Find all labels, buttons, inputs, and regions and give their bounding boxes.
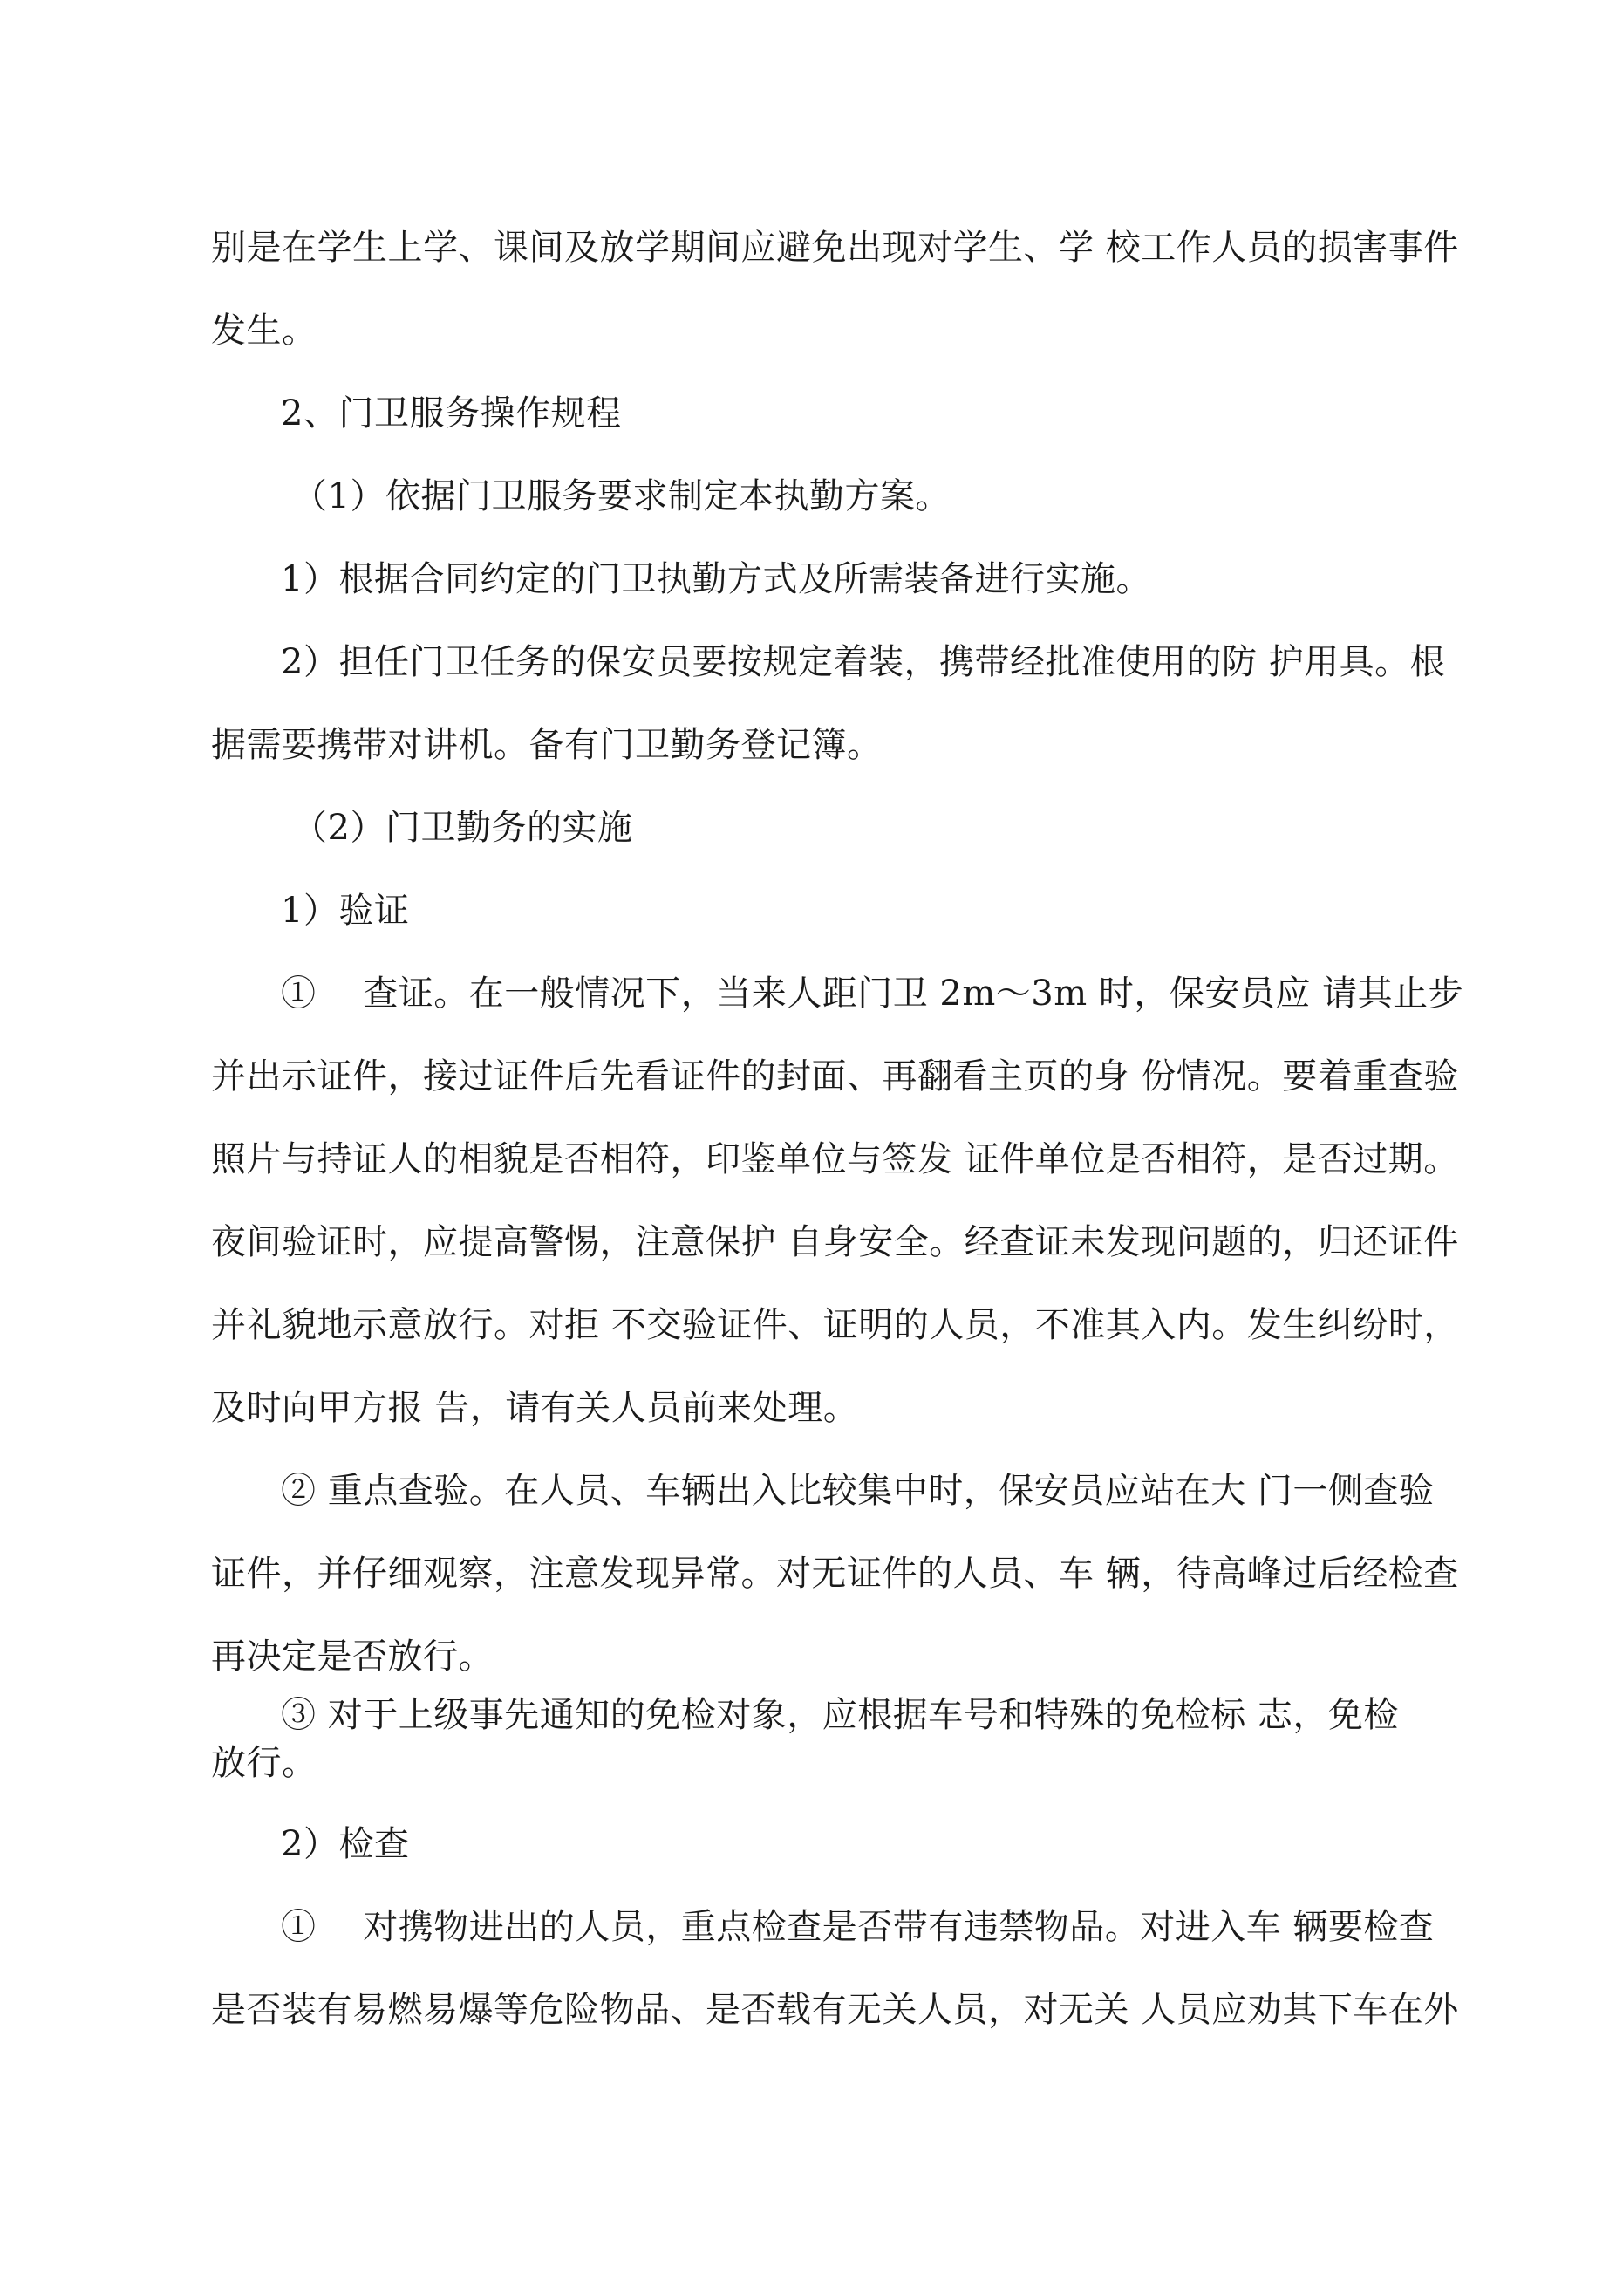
paragraph-line: ① 对携物进出的人员，重点检查是否带有违禁物品。对进入车 辆要检查 bbox=[281, 1907, 1435, 1947]
paragraph-line: ③ 对于上级事先通知的免检对象，应根据车号和特殊的免检标 志，免检 bbox=[281, 1695, 1399, 1735]
paragraph-line: 并礼貌地示意放行。对拒 不交验证件、证明的人员，不准其入内。发生纠纷时， bbox=[211, 1305, 1459, 1345]
paragraph-line: 是否装有易燃易爆等危险物品、是否载有无关人员，对无关 人员应劝其下车在外 bbox=[211, 1990, 1459, 2030]
paragraph-line: 照片与持证人的相貌是否相符，印鉴单位与签发 证件单位是否相符，是否过期。 bbox=[211, 1139, 1459, 1179]
subsection-heading: （2）门卫勤务的实施 bbox=[292, 808, 633, 848]
paragraph-line: 放行。 bbox=[211, 1743, 317, 1783]
paragraph-line: 据需要携带对讲机。备有门卫勤务登记簿。 bbox=[211, 725, 883, 765]
item-heading: 1）验证 bbox=[281, 891, 410, 931]
item-heading: 2）检查 bbox=[281, 1824, 410, 1864]
paragraph-line: ① 查证。在一般情况下，当来人距门卫 2m〜3m 时，保安员应 请其止步 bbox=[281, 974, 1464, 1014]
section-heading: 2、门卫服务操作规程 bbox=[281, 393, 622, 434]
paragraph-line: 证件，并仔细观察，注意发现异常。对无证件的人员、车 辆，待高峰过后经检查 bbox=[211, 1554, 1459, 1594]
paragraph-line: 别是在学生上学、课间及放学期间应避免出现对学生、学 校工作人员的损害事件 bbox=[211, 228, 1459, 268]
paragraph-line: ② 重点查验。在人员、车辆出入比较集中时，保安员应站在大 门一侧查验 bbox=[281, 1471, 1435, 1511]
subsection-heading: （1）依据门卫服务要求制定本执勤方案。 bbox=[292, 476, 951, 516]
paragraph-line: 再决定是否放行。 bbox=[211, 1637, 494, 1677]
paragraph-line: 及时向甲方报 告，请有关人员前来处理。 bbox=[211, 1388, 859, 1428]
paragraph-line: 并出示证件，接过证件后先看证件的封面、再翻看主页的身 份情况。要着重查验 bbox=[211, 1056, 1459, 1097]
paragraph-line: 2）担任门卫任务的保安员要按规定着装，携带经批准使用的防 护用具。根 bbox=[281, 642, 1446, 682]
paragraph-line: 1）根据合同约定的门卫执勤方式及所需装备进行实施。 bbox=[281, 559, 1151, 599]
paragraph-line: 夜间验证时，应提高警惕，注意保护 自身安全。经查证未发现问题的，归还证件 bbox=[211, 1222, 1459, 1262]
paragraph-line: 发生。 bbox=[211, 311, 317, 351]
